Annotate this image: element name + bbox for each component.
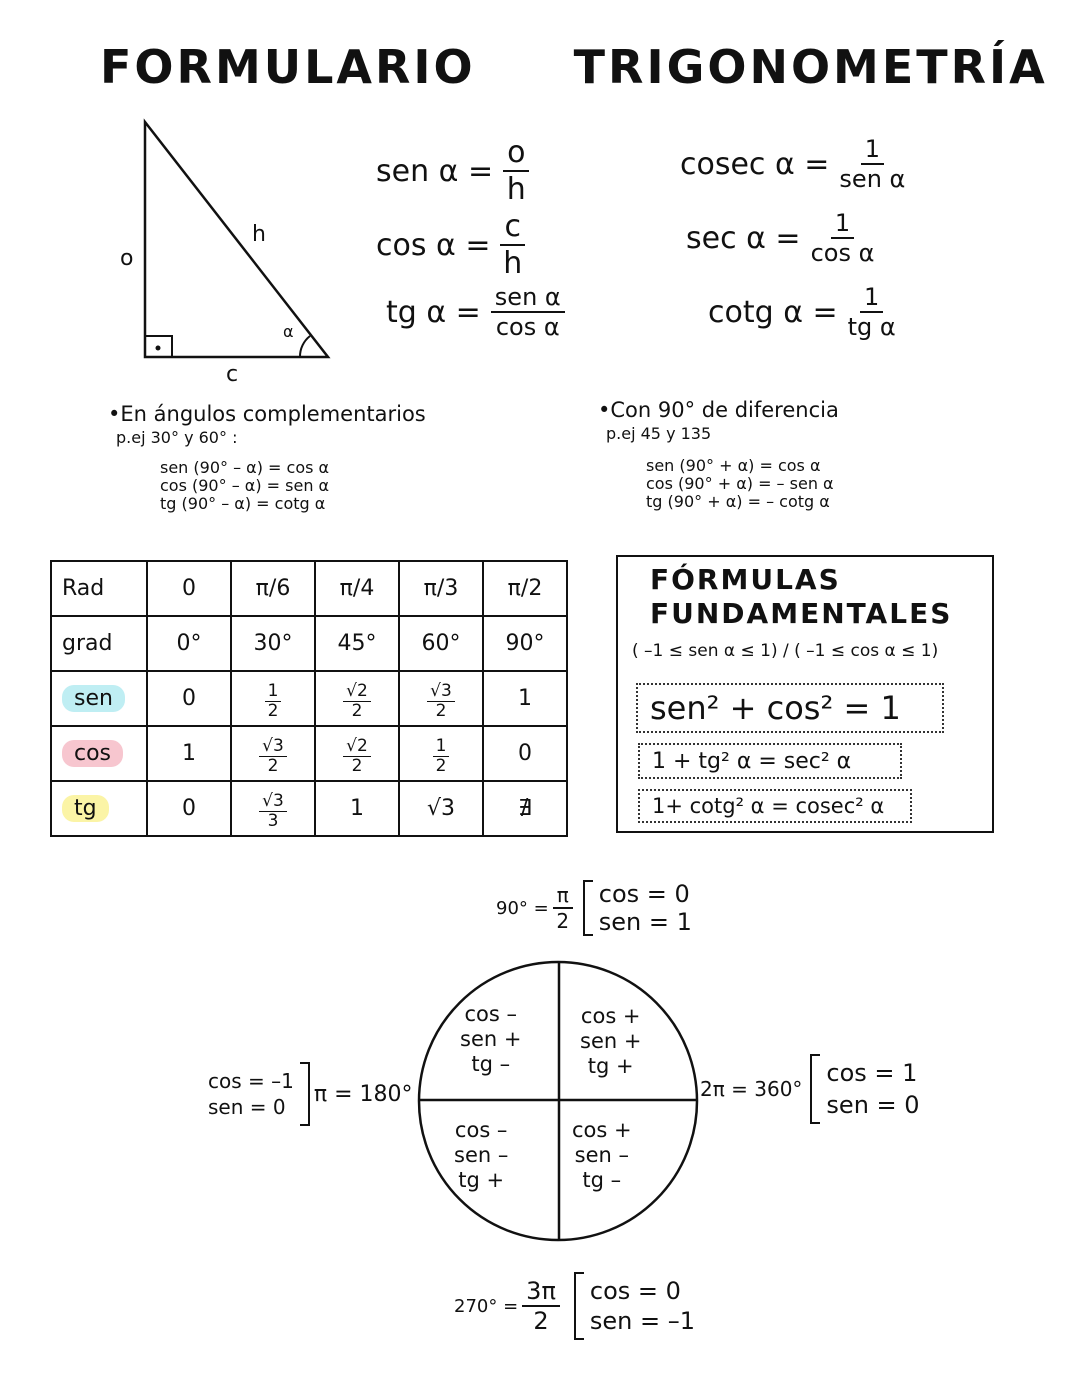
formula-num: 1 [861,136,884,165]
formula-den: tg α [847,313,896,342]
side-c-label: c [226,362,239,387]
cos-value: cos = 0 [598,880,690,908]
title-left: FORMULARIO [100,40,476,94]
bracket [574,1272,584,1340]
right-angle-dot [156,346,161,351]
diferencia-sub: p.ej 45 y 135 [606,424,712,443]
frac-den: 2 [435,700,447,721]
sen-value: sen = –1 [589,1307,696,1335]
table-cell: 45° [315,616,399,671]
quadrant-1 [580,1004,641,1079]
formula-lhs: sen α = [376,153,494,189]
right-triangle-diagram [110,110,350,360]
formula-sec [686,210,874,267]
angle-label: π = 180° [313,1081,413,1107]
diferencia-note [598,398,839,511]
table-cell: √3 [399,781,483,836]
row-label-cos: cos [62,740,123,767]
angle-arc [300,336,310,357]
complementarios-line: cos (90° – α) = sen α [160,476,330,495]
formula-den: h [503,246,523,281]
table-cell: 60° [399,616,483,671]
unit-circle-diagram [416,960,700,1242]
table-cell: 1 [315,781,399,836]
quadrant-3 [454,1118,508,1193]
page-title [100,40,1048,94]
annotation-360 [700,1054,920,1124]
frac-num: 1 [433,737,450,757]
quadrant-sign: cos + [580,1004,641,1028]
formula-num: o [503,136,529,172]
table-row-rad [51,561,567,616]
complementarios-sub: p.ej 30° y 60° : [116,428,238,447]
sen-value: sen = 0 [208,1095,286,1119]
quadrant-sign: cos – [454,1118,508,1142]
side-h-label: h [252,222,266,247]
formula-num: sen α [491,284,565,313]
frac-num: √3 [427,682,455,702]
frac-num: √2 [343,737,371,757]
table-cell [231,781,315,836]
annotation-90 [496,880,692,936]
row-label-grad: grad [51,616,147,671]
cos-value: cos = 0 [589,1277,681,1305]
diferencia-line: cos (90° + α) = – sen α [646,474,834,493]
frac-den: 2 [533,1307,549,1335]
quadrant-sign: tg – [471,1052,511,1076]
annotation-180 [208,1062,413,1126]
frac-den: 2 [435,755,447,776]
formula-lhs: sec α = [686,220,801,256]
bracket [583,880,593,936]
formula-lhs: cos α = [376,227,491,263]
formula-cos [376,210,525,280]
formula-den: cos α [810,239,875,268]
frac-den: 2 [351,700,363,721]
row-label-sen: sen [62,685,125,712]
formula-cotg [708,284,896,341]
quadrant-sign: sen + [460,1027,522,1051]
frac-num: 3π [522,1278,560,1307]
diferencia-line: sen (90° + α) = cos α [646,456,821,475]
formula-num: 1 [860,284,883,313]
table-cell [231,671,315,726]
formula-num: 1 [831,210,854,239]
quadrant-sign: tg + [458,1168,505,1192]
formula-den: cos α [495,313,560,342]
table-cell: 0° [147,616,231,671]
quadrant-sign: sen + [580,1029,642,1053]
angle-label: 270° = [454,1295,519,1317]
title-right: TRIGONOMETRÍA [573,40,1048,94]
frac-den: 2 [267,755,279,776]
fundamentales-range: ( –1 ≤ sen α ≤ 1) / ( –1 ≤ cos α ≤ 1) [632,641,939,661]
table-row-cos [51,726,567,781]
side-o-label: o [120,246,134,271]
quadrant-sign: tg – [582,1168,622,1192]
fundamentales-title-line: FUNDAMENTALES [650,597,953,630]
table-cell [399,726,483,781]
quadrant-sign: sen – [574,1143,629,1167]
fundamental-identity-3: 1+ cotg² α = cosec² α [638,789,912,823]
frac-num: 1 [265,682,282,702]
table-row-tg [51,781,567,836]
table-row-sen [51,671,567,726]
formula-cosec [680,136,905,193]
complementarios-note [108,402,426,513]
bracket [810,1054,820,1124]
table-cell: 1 [483,671,567,726]
quadrant-sign: tg + [587,1054,634,1078]
frac-num: π [553,884,573,909]
trig-values-table [50,560,568,837]
row-label-tg: tg [62,795,109,822]
table-cell: π/4 [315,561,399,616]
sen-value: sen = 0 [826,1091,920,1119]
formula-den: sen α [839,165,906,194]
angle-label: 2π = 360° [700,1077,803,1101]
formulas-fundamentales-box [616,555,994,833]
table-cell: π/3 [399,561,483,616]
bracket [300,1062,310,1126]
table-cell [315,726,399,781]
quadrant-sign: cos + [572,1118,632,1142]
frac-num: √3 [259,792,287,812]
formula-lhs: tg α = [386,294,481,330]
table-cell: 0 [483,726,567,781]
formula-lhs: cosec α = [680,146,830,182]
frac-num: √2 [343,682,371,702]
fundamental-identity-2: 1 + tg² α = sec² α [638,743,902,779]
table-cell: ∄ [483,781,567,836]
quadrant-4 [572,1118,632,1193]
cos-value: cos = 1 [826,1059,918,1087]
frac-den: 2 [351,755,363,776]
complementarios-head: •En ángulos complementarios [108,402,426,426]
fundamentales-title [650,563,952,631]
frac-den: 3 [267,810,279,831]
quadrant-2 [460,1002,521,1077]
frac-num: √3 [259,737,287,757]
row-label-rad: Rad [51,561,147,616]
table-cell: 0 [147,561,231,616]
diferencia-line: tg (90° + α) = – cotg α [646,492,830,511]
formula-sen [376,136,529,206]
formula-num: c [500,210,525,246]
angle-label: 90° = [496,897,549,919]
table-cell: π/6 [231,561,315,616]
table-cell: 30° [231,616,315,671]
fundamentales-title-line: FÓRMULAS [650,563,841,596]
formula-lhs: cotg α = [708,294,838,330]
table-cell: 0 [147,781,231,836]
quadrant-sign: cos – [464,1002,517,1026]
table-row-grad [51,616,567,671]
table-cell: 1 [147,726,231,781]
angle-alpha-label: α [283,322,294,341]
complementarios-line: sen (90° – α) = cos α [160,458,330,477]
formula-tg [386,284,565,341]
table-cell [231,726,315,781]
frac-den: 2 [556,909,570,933]
table-cell: 90° [483,616,567,671]
table-cell [315,671,399,726]
frac-den: 2 [267,700,279,721]
formula-den: h [506,172,526,207]
sen-value: sen = 1 [598,908,692,936]
annotation-270 [454,1272,695,1340]
diferencia-head: •Con 90° de diferencia [598,398,839,422]
complementarios-line: tg (90° – α) = cotg α [160,494,326,513]
triangle-shape [145,122,328,357]
table-cell: π/2 [483,561,567,616]
table-cell: 0 [147,671,231,726]
quadrant-sign: sen – [454,1143,509,1167]
cos-value: cos = –1 [208,1069,294,1093]
fundamental-identity-1: sen² + cos² = 1 [636,683,944,733]
table-cell [399,671,483,726]
